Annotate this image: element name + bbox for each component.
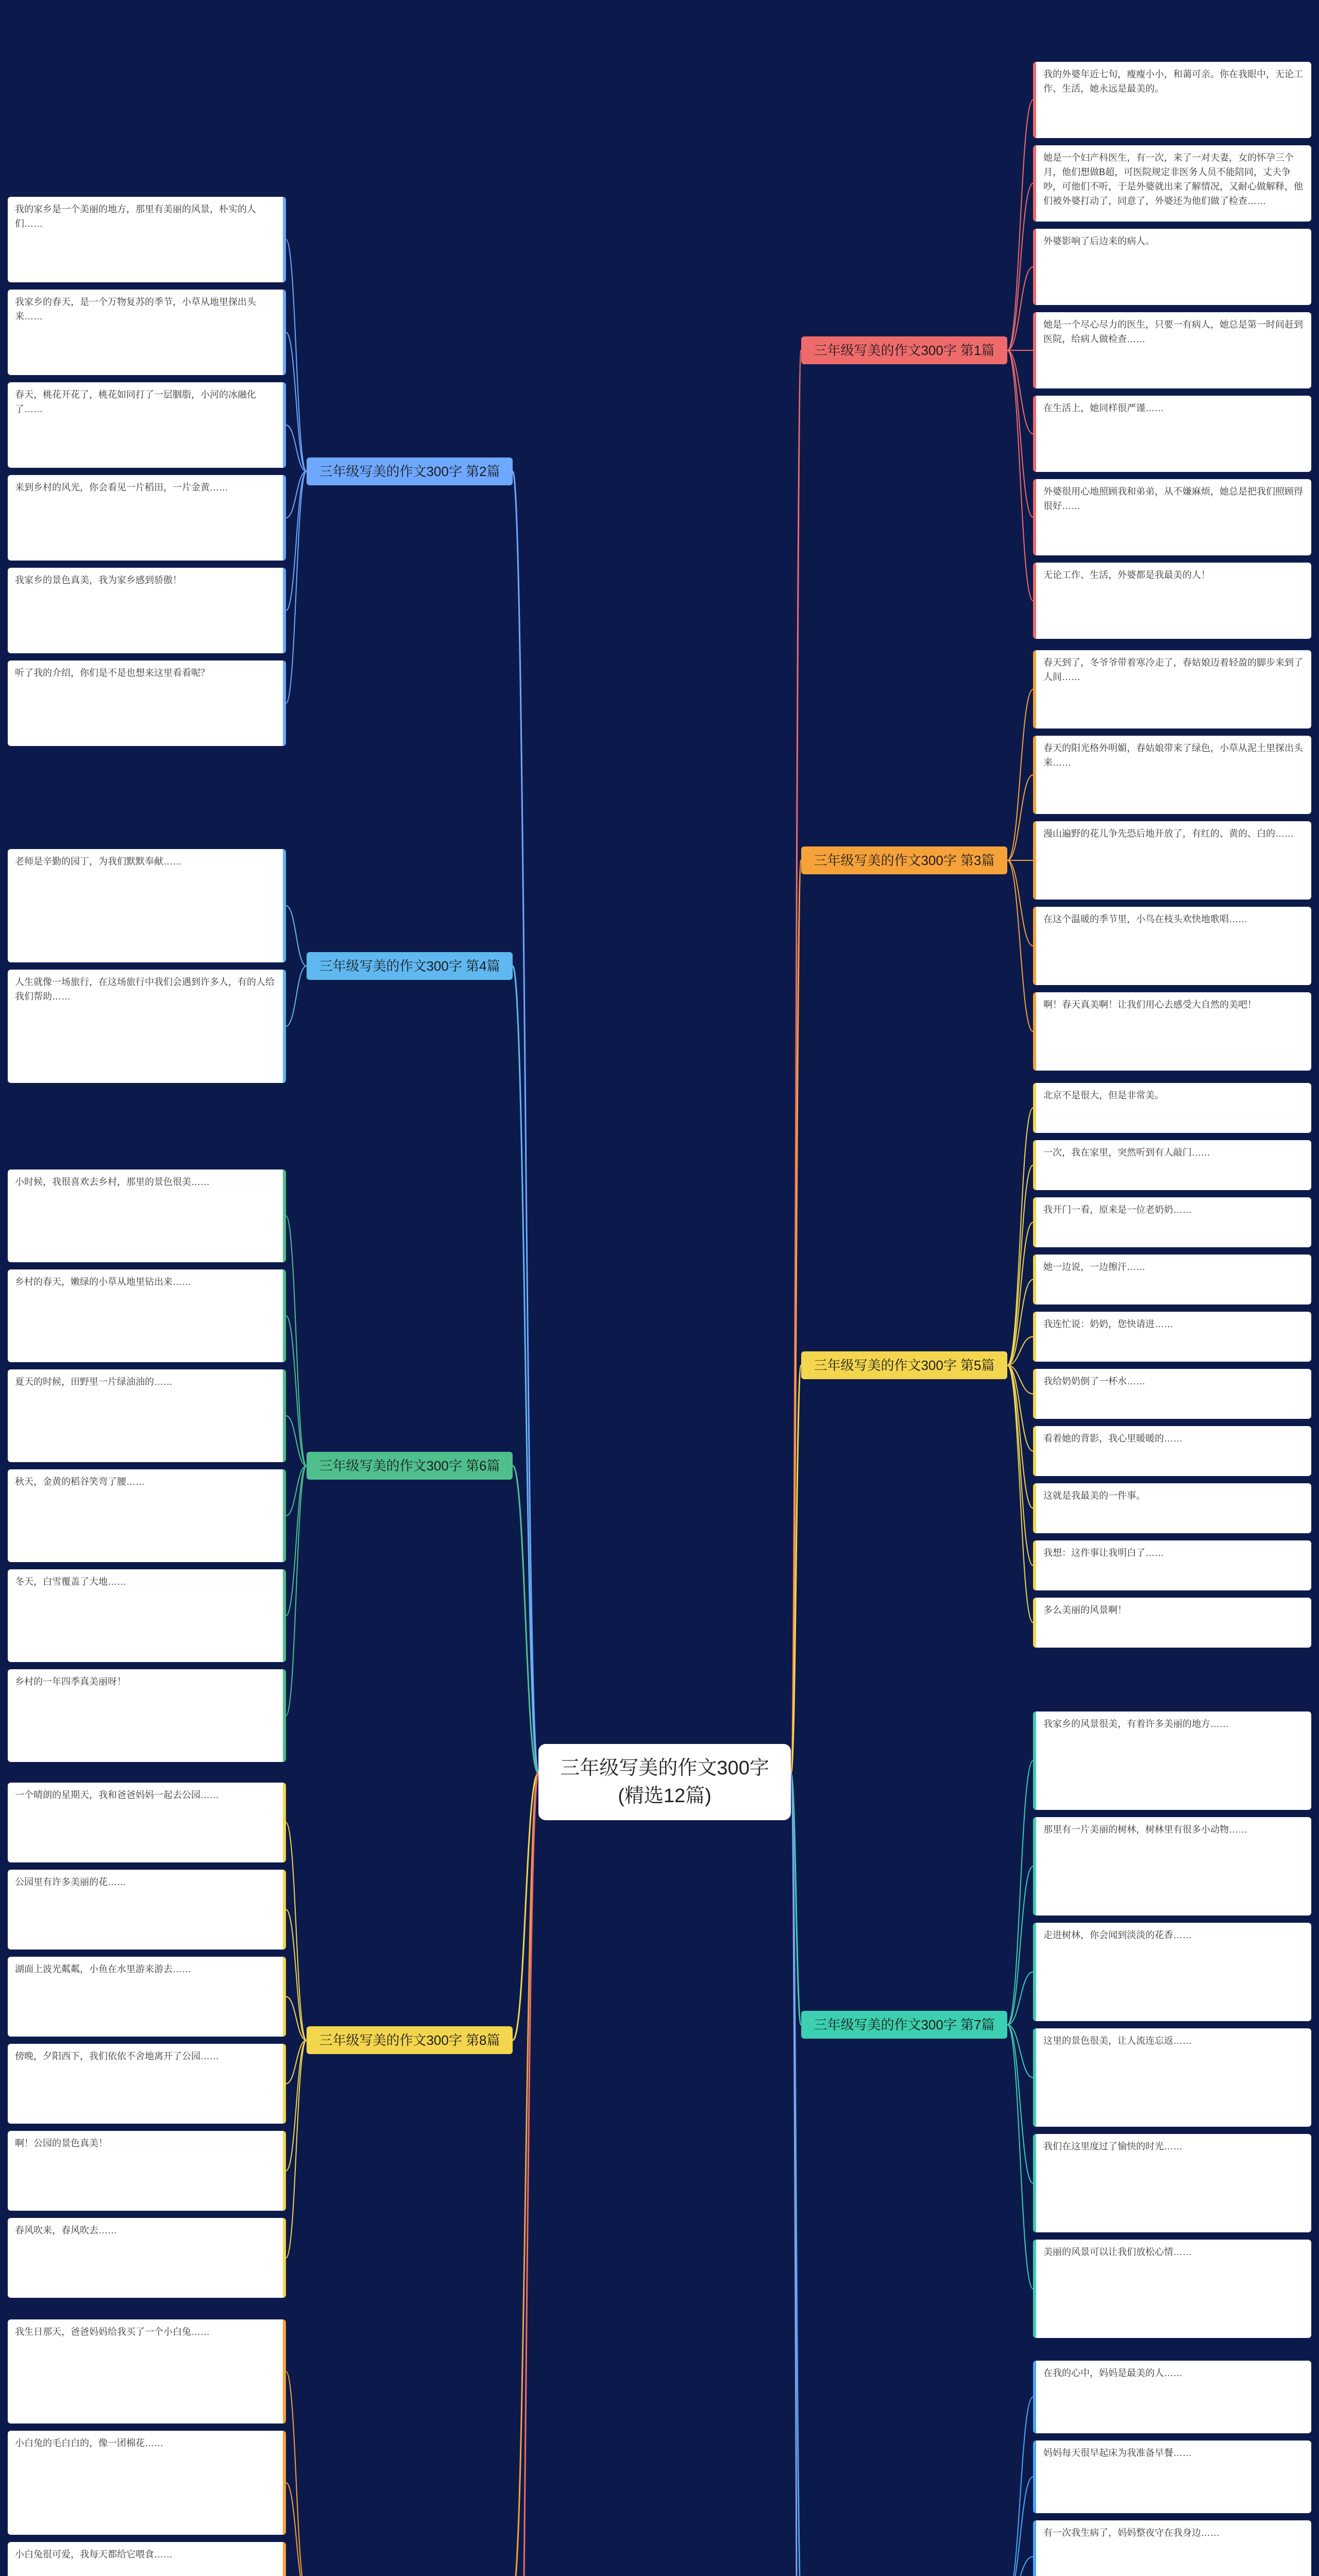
leaf-note[interactable]: 啊！公园的景色真美！ <box>8 2131 286 2211</box>
branch-leaf-connector <box>1007 1365 1033 1623</box>
branch-leaf-connector <box>286 1466 307 1716</box>
branch-leaf-connector <box>1007 2025 1033 2289</box>
branch-leaf-connector <box>1007 1365 1033 1566</box>
leaf-note[interactable]: 她是一个妇产科医生，有一次，来了一对夫妻，女的怀孕三个月，他们想做B超，可医院规定非医务人员不能陪同，丈夫争吵，可他们不听，于是外婆就出来了解情况，又耐心做解释，他们被外婆打动了，同意了，外婆还为他们做了检查…… <box>1033 145 1311 222</box>
leaf-note[interactable]: 妈妈每天很早起床为我准备早餐…… <box>1033 2441 1311 2513</box>
branch-topic[interactable]: 三年级写美的作文300字 第8篇 <box>307 2026 513 2054</box>
branch-leaf-connector <box>1007 2557 1033 2576</box>
leaf-note[interactable]: 来到乡村的风光，你会看见一片稻田，一片金黄…… <box>8 475 286 561</box>
leaf-note[interactable]: 她一边说，一边擦汗…… <box>1033 1255 1311 1304</box>
leaf-note[interactable]: 人生就像一场旅行，在这场旅行中我们会遇到许多人，有的人给我们帮助…… <box>8 970 286 1083</box>
leaf-note[interactable]: 老师是辛勤的园丁，为我们默默奉献…… <box>8 849 286 962</box>
leaf-note[interactable]: 春天，桃花开花了，桃花如同打了一层胭脂，小河的冰融化了…… <box>8 382 286 468</box>
branch-leaf-connector <box>1007 350 1033 601</box>
leaf-note[interactable]: 乡村的一年四季真美丽呀！ <box>8 1669 286 1762</box>
leaf-note[interactable]: 夏天的时候，田野里一片绿油油的…… <box>8 1369 286 1462</box>
branch-leaf-connector <box>1007 860 1033 1031</box>
branch-topic[interactable]: 三年级写美的作文300字 第4篇 <box>307 952 513 980</box>
leaf-note[interactable]: 一个晴朗的星期天，我和爸爸妈妈一起去公园…… <box>8 1783 286 1862</box>
leaf-note[interactable]: 看着她的背影，我心里暖暖的…… <box>1033 1426 1311 1476</box>
leaf-note[interactable]: 春天的阳光格外明媚，春姑娘带来了绿色，小草从泥土里探出头来…… <box>1033 736 1311 814</box>
branch-topic[interactable]: 三年级写美的作文300字 第2篇 <box>307 457 513 485</box>
branch-topic[interactable]: 三年级写美的作文300字 第3篇 <box>801 846 1007 874</box>
leaf-note[interactable]: 外婆很用心地照顾我和弟弟，从不嫌麻烦，她总是把我们照顾得很好…… <box>1033 479 1311 555</box>
leaf-note[interactable]: 秋天，金黄的稻谷笑弯了腰…… <box>8 1469 286 1562</box>
leaf-note[interactable]: 我生日那天，爸爸妈妈给我买了一个小白兔…… <box>8 2319 286 2424</box>
leaf-note[interactable]: 我家乡的风景很美，有着许多美丽的地方…… <box>1033 1711 1311 1810</box>
branch-leaf-connector <box>1007 1761 1033 2025</box>
branch-leaf-connector <box>1007 100 1033 350</box>
leaf-note[interactable]: 在我的心中，妈妈是最美的人…… <box>1033 2361 1311 2433</box>
branch-topic[interactable]: 三年级写美的作文300字 第1篇 <box>801 336 1007 364</box>
leaf-note[interactable]: 有一次我生病了，妈妈整夜守在我身边…… <box>1033 2520 1311 2576</box>
leaf-note[interactable]: 小时候，我很喜欢去乡村，那里的景色很美…… <box>8 1170 286 1262</box>
leaf-note[interactable]: 春天到了，冬爷爷带着寒冷走了，春姑娘迈着轻盈的脚步来到了人间…… <box>1033 650 1311 728</box>
branch-leaf-connector <box>286 471 307 703</box>
leaf-note[interactable]: 小白兔很可爱，我每天都给它喂食…… <box>8 2542 286 2576</box>
leaf-note[interactable]: 公园里有许多美丽的花…… <box>8 1870 286 1950</box>
branch-leaf-connector <box>1007 2397 1033 2576</box>
leaf-note[interactable]: 漫山遍野的花儿争先恐后地开放了，有红的、黄的、白的…… <box>1033 821 1311 900</box>
leaf-note[interactable]: 无论工作、生活，外婆都是我最美的人！ <box>1033 563 1311 639</box>
branch-leaf-connector <box>286 2371 307 2576</box>
branch-leaf-connector <box>286 906 307 966</box>
leaf-note[interactable]: 我连忙说：奶奶，您快请进…… <box>1033 1312 1311 1362</box>
leaf-note[interactable]: 在生活上，她同样很严谨…… <box>1033 396 1311 472</box>
branch-topic[interactable]: 三年级写美的作文300字 第5篇 <box>801 1351 1007 1379</box>
branch-leaf-connector <box>1007 860 1033 946</box>
branch-leaf-connector <box>1007 350 1033 434</box>
root-topic[interactable]: 三年级写美的作文300字(精选12篇) <box>538 1744 791 1820</box>
branch-leaf-connector <box>286 2483 307 2576</box>
leaf-note[interactable]: 外婆影响了后边来的病人。 <box>1033 229 1311 305</box>
leaf-note[interactable]: 那里有一片美丽的树林，树林里有很多小动物…… <box>1033 1817 1311 1916</box>
leaf-note[interactable]: 傍晚，夕阳西下，我们依依不舍地离开了公园…… <box>8 2044 286 2124</box>
leaf-note[interactable]: 北京不是很大，但是非常美。 <box>1033 1083 1311 1133</box>
branch-leaf-connector <box>286 1823 307 2041</box>
branch-leaf-connector <box>286 240 307 471</box>
leaf-note[interactable]: 我的家乡是一个美丽的地方，那里有美丽的风景，朴实的人们…… <box>8 197 286 282</box>
leaf-note[interactable]: 我给奶奶倒了一杯水…… <box>1033 1369 1311 1419</box>
leaf-note[interactable]: 小白兔的毛白白的，像一团棉花…… <box>8 2431 286 2535</box>
leaf-note[interactable]: 乡村的春天，嫩绿的小草从地里钻出来…… <box>8 1269 286 1362</box>
leaf-note[interactable]: 我想：这件事让我明白了…… <box>1033 1540 1311 1590</box>
branch-leaf-connector <box>286 966 307 1026</box>
leaf-note[interactable]: 我家乡的春天，是一个万物复苏的季节，小草从地里探出头来…… <box>8 290 286 375</box>
branch-leaf-connector <box>1007 267 1033 350</box>
leaf-note[interactable]: 听了我的介绍，你们是不是也想来这里看看呢？ <box>8 660 286 746</box>
leaf-note[interactable]: 湖面上波光粼粼，小鱼在水里游来游去…… <box>8 1957 286 2037</box>
leaf-note[interactable]: 她是一个尽心尽力的医生，只要一有病人，她总是第一时间赶到医院，给病人做检查…… <box>1033 312 1311 388</box>
leaf-note[interactable]: 在这个温暖的季节里，小鸟在枝头欢快地歌唱…… <box>1033 907 1311 985</box>
leaf-note[interactable]: 啊！春天真美啊！让我们用心去感受大自然的美吧！ <box>1033 992 1311 1071</box>
leaf-note[interactable]: 美丽的风景可以让我们放松心情…… <box>1033 2240 1311 2338</box>
branch-leaf-connector <box>1007 689 1033 860</box>
leaf-note[interactable]: 我的外婆年近七旬，瘦瘦小小，和蔼可亲。你在我眼中，无论工作、生活，她永远是最美的。 <box>1033 62 1311 138</box>
branch-leaf-connector <box>286 1216 307 1466</box>
leaf-note[interactable]: 我们在这里度过了愉快的时光…… <box>1033 2134 1311 2232</box>
branch-topic[interactable]: 三年级写美的作文300字 第6篇 <box>307 1452 513 1480</box>
branch-topic[interactable]: 三年级写美的作文300字 第7篇 <box>801 2011 1007 2039</box>
branch-leaf-connector <box>286 2040 307 2258</box>
branch-leaf-connector <box>1007 775 1033 860</box>
leaf-note[interactable]: 我家乡的景色真美，我为家乡感到骄傲！ <box>8 568 286 653</box>
branch-leaf-connector <box>1007 350 1033 517</box>
leaf-note[interactable]: 这就是我最美的一件事。 <box>1033 1483 1311 1533</box>
leaf-note[interactable]: 春风吹来，春风吹去…… <box>8 2218 286 2298</box>
leaf-note[interactable]: 这里的景色很美，让人流连忘返…… <box>1033 2028 1311 2127</box>
branch-leaf-connector <box>1007 1165 1033 1366</box>
leaf-note[interactable]: 冬天，白雪覆盖了大地…… <box>8 1569 286 1662</box>
branch-leaf-connector <box>1007 183 1033 350</box>
leaf-note[interactable]: 多么美丽的风景啊！ <box>1033 1598 1311 1648</box>
leaf-note[interactable]: 走进树林，你会闻到淡淡的花香…… <box>1033 1923 1311 2021</box>
leaf-note[interactable]: 一次，我在家里，突然听到有人敲门…… <box>1033 1140 1311 1190</box>
leaf-note[interactable]: 我开门一看，原来是一位老奶奶…… <box>1033 1197 1311 1247</box>
branch-leaf-connector <box>1007 1108 1033 1366</box>
root-branch-connector <box>513 471 538 1773</box>
